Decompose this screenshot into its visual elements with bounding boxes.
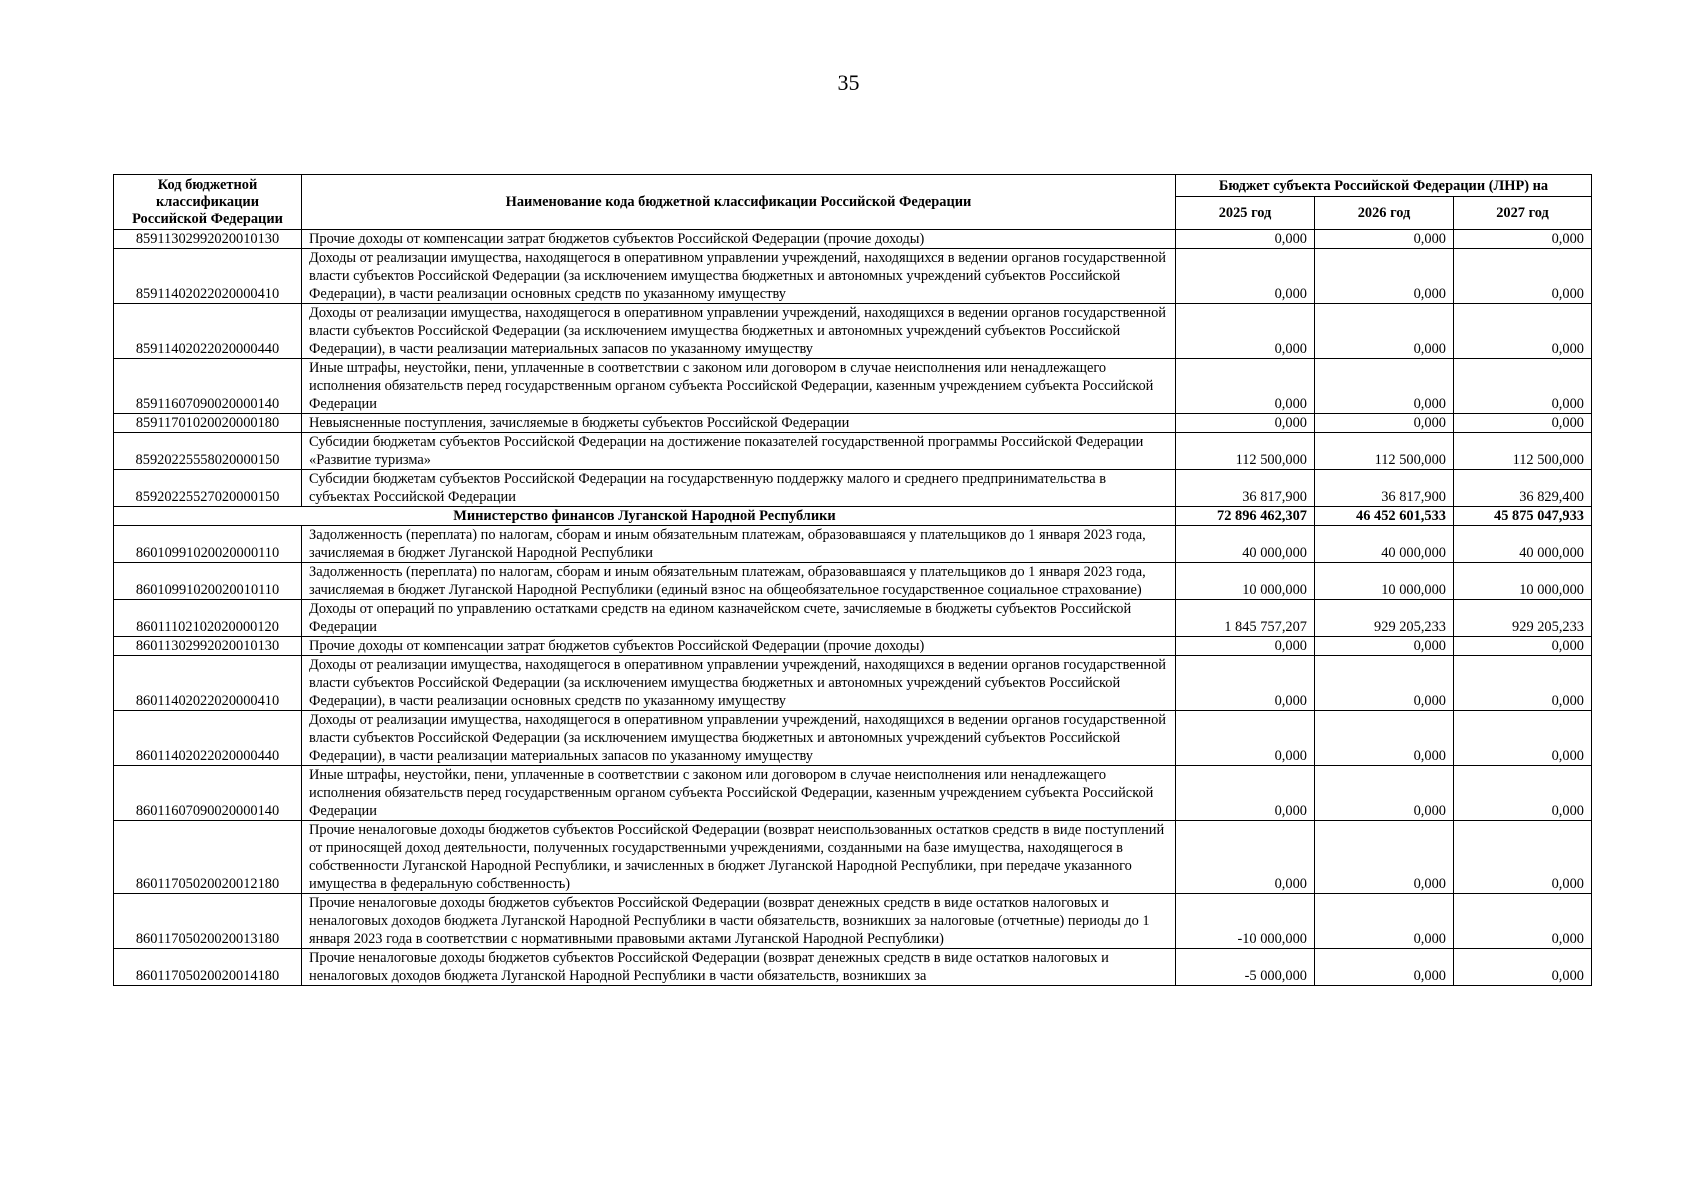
header-code: Код бюджетной классификации Российской Федерации xyxy=(114,175,302,230)
row-value-2025: 0,000 xyxy=(1176,359,1315,414)
table-row xyxy=(114,359,1592,414)
row-value-2025: 112 500,000 xyxy=(1176,433,1315,470)
row-name: Задолженность (переплата) по налогам, сборам и иным обязательным платежам, образовавшаяся у плательщиков до 1 января 2023 года, зачисляемая в бюджет Луганской Народной Республики xyxy=(302,526,1176,563)
header-name: Наименование кода бюджетной классификации Российской Федерации xyxy=(302,175,1176,230)
row-value-2025: 40 000,000 xyxy=(1176,526,1315,563)
row-value-2027: 36 829,400 xyxy=(1454,470,1592,507)
header-budget: Бюджет субъекта Российской Федерации (ЛНР) на xyxy=(1176,175,1592,197)
table-row xyxy=(114,949,1592,986)
row-code: 86011705020020014180 xyxy=(114,949,302,986)
row-value-2027: 0,000 xyxy=(1454,249,1592,304)
row-name: Прочие доходы от компенсации затрат бюджетов субъектов Российской Федерации (прочие доходы) xyxy=(302,230,1176,249)
page-number: 35 xyxy=(837,70,860,95)
row-name: Прочие неналоговые доходы бюджетов субъектов Российской Федерации (возврат денежных средств в виде остатков налоговых и неналоговых доходов бюджета Луганской Народной Республики в части обязательств, возникших за xyxy=(302,949,1176,986)
row-value-2027: 0,000 xyxy=(1454,656,1592,711)
table-row xyxy=(114,766,1592,821)
row-value-2027: 10 000,000 xyxy=(1454,563,1592,600)
row-value-2026: 36 817,900 xyxy=(1315,470,1454,507)
section-title: Министерство финансов Луганской Народной Республики xyxy=(114,507,1176,526)
row-name: Иные штрафы, неустойки, пени, уплаченные в соответствии с законом или договором в случае неисполнения или ненадлежащего исполнения обязательств перед государственным органом субъекта Российской Федерации, казенным учреждением субъекта Российской Федерации xyxy=(302,766,1176,821)
row-value-2026: 0,000 xyxy=(1315,414,1454,433)
table-row xyxy=(114,249,1592,304)
row-value-2025: 10 000,000 xyxy=(1176,563,1315,600)
row-name: Доходы от операций по управлению остатками средств на едином казначейском счете, зачисляемые в бюджеты субъектов Российской Федерации xyxy=(302,600,1176,637)
row-value-2026: 0,000 xyxy=(1315,821,1454,894)
row-code: 86011402022020000410 xyxy=(114,656,302,711)
row-code: 86010991020020000110 xyxy=(114,526,302,563)
row-value-2025: 0,000 xyxy=(1176,249,1315,304)
row-value-2027: 0,000 xyxy=(1454,304,1592,359)
row-code: 85911402022020000410 xyxy=(114,249,302,304)
row-value-2025: 0,000 xyxy=(1176,766,1315,821)
row-value-2026: 40 000,000 xyxy=(1315,526,1454,563)
table-row xyxy=(114,304,1592,359)
row-name: Прочие доходы от компенсации затрат бюджетов субъектов Российской Федерации (прочие доходы) xyxy=(302,637,1176,656)
row-value-2026: 929 205,233 xyxy=(1315,600,1454,637)
row-code: 86011705020020012180 xyxy=(114,821,302,894)
table-row xyxy=(114,526,1592,563)
row-value-2026: 10 000,000 xyxy=(1315,563,1454,600)
row-value-2027: 40 000,000 xyxy=(1454,526,1592,563)
row-value-2026: 0,000 xyxy=(1315,656,1454,711)
section-total-2025: 72 896 462,307 xyxy=(1176,507,1315,526)
row-value-2025: 0,000 xyxy=(1176,304,1315,359)
row-value-2025: 0,000 xyxy=(1176,711,1315,766)
row-value-2027: 0,000 xyxy=(1454,359,1592,414)
row-value-2025: 0,000 xyxy=(1176,637,1315,656)
budget-table xyxy=(113,174,1592,986)
header-year-2027: 2027 год xyxy=(1454,197,1592,230)
row-code: 85920225527020000150 xyxy=(114,470,302,507)
table-row xyxy=(114,821,1592,894)
row-value-2027: 0,000 xyxy=(1454,711,1592,766)
row-value-2026: 0,000 xyxy=(1315,359,1454,414)
row-value-2025: 0,000 xyxy=(1176,414,1315,433)
row-value-2025: 36 817,900 xyxy=(1176,470,1315,507)
row-code: 85911302992020010130 xyxy=(114,230,302,249)
row-code: 85911701020020000180 xyxy=(114,414,302,433)
row-code: 86010991020020010110 xyxy=(114,563,302,600)
row-name: Доходы от реализации имущества, находящегося в оперативном управлении учреждений, находящихся в ведении органов государственной власти субъектов Российской Федерации (за исключением имущества бюджетных и автономных учреждений субъектов Российской Федерации), в части реализации материальных запасов по указанному имуществу xyxy=(302,304,1176,359)
row-value-2027: 0,000 xyxy=(1454,637,1592,656)
row-value-2027: 0,000 xyxy=(1454,414,1592,433)
table-row xyxy=(114,711,1592,766)
row-value-2027: 112 500,000 xyxy=(1454,433,1592,470)
header-year-2026: 2026 год xyxy=(1315,197,1454,230)
row-value-2026: 0,000 xyxy=(1315,637,1454,656)
row-value-2025: -10 000,000 xyxy=(1176,894,1315,949)
row-name: Доходы от реализации имущества, находящегося в оперативном управлении учреждений, находящихся в ведении органов государственной власти субъектов Российской Федерации (за исключением имущества бюджетных и автономных учреждений субъектов Российской Федерации), в части реализации основных средств по указанному имуществу xyxy=(302,249,1176,304)
row-value-2027: 0,000 xyxy=(1454,766,1592,821)
row-code: 86011402022020000440 xyxy=(114,711,302,766)
row-value-2026: 0,000 xyxy=(1315,949,1454,986)
row-value-2025: -5 000,000 xyxy=(1176,949,1315,986)
row-value-2026: 0,000 xyxy=(1315,711,1454,766)
row-value-2026: 0,000 xyxy=(1315,304,1454,359)
row-code: 86011302992020010130 xyxy=(114,637,302,656)
row-value-2027: 0,000 xyxy=(1454,821,1592,894)
row-name: Доходы от реализации имущества, находящегося в оперативном управлении учреждений, находящихся в ведении органов государственной власти субъектов Российской Федерации (за исключением имущества бюджетных и автономных учреждений субъектов Российской Федерации), в части реализации основных средств по указанному имуществу xyxy=(302,656,1176,711)
section-total-2026: 46 452 601,533 xyxy=(1315,507,1454,526)
row-value-2025: 0,000 xyxy=(1176,656,1315,711)
row-code: 85911402022020000440 xyxy=(114,304,302,359)
row-name: Прочие неналоговые доходы бюджетов субъектов Российской Федерации (возврат неиспользованных остатков средств в виде поступлений от приносящей доход деятельности, полученных государственными учреждениями, созданными на базе имущества, находящегося в собственности Луганской Народной Республики, и зачисленных в бюджет Луганской Народной Республики, при передаче указанного имущества в федеральную собственность) xyxy=(302,821,1176,894)
table-row xyxy=(114,894,1592,949)
row-value-2027: 0,000 xyxy=(1454,230,1592,249)
table-row xyxy=(114,470,1592,507)
row-name: Доходы от реализации имущества, находящегося в оперативном управлении учреждений, находящихся в ведении органов государственной власти субъектов Российской Федерации (за исключением имущества бюджетных и автономных учреждений субъектов Российской Федерации), в части реализации материальных запасов по указанному имуществу xyxy=(302,711,1176,766)
table-row xyxy=(114,656,1592,711)
row-value-2025: 0,000 xyxy=(1176,821,1315,894)
table-row xyxy=(114,563,1592,600)
row-name: Иные штрафы, неустойки, пени, уплаченные в соответствии с законом или договором в случае неисполнения или ненадлежащего исполнения обязательств перед государственным органом субъекта Российской Федерации, казенным учреждением субъекта Российской Федерации xyxy=(302,359,1176,414)
row-value-2026: 0,000 xyxy=(1315,230,1454,249)
row-name: Невыясненные поступления, зачисляемые в бюджеты субъектов Российской Федерации xyxy=(302,414,1176,433)
row-value-2027: 0,000 xyxy=(1454,894,1592,949)
row-value-2027: 929 205,233 xyxy=(1454,600,1592,637)
row-value-2027: 0,000 xyxy=(1454,949,1592,986)
row-value-2025: 1 845 757,207 xyxy=(1176,600,1315,637)
section-row xyxy=(114,507,1592,526)
row-value-2026: 112 500,000 xyxy=(1315,433,1454,470)
row-code: 86011705020020013180 xyxy=(114,894,302,949)
row-code: 86011607090020000140 xyxy=(114,766,302,821)
row-value-2026: 0,000 xyxy=(1315,894,1454,949)
row-name: Субсидии бюджетам субъектов Российской Федерации на достижение показателей государственной программы Российской Федерации «Развитие туризма» xyxy=(302,433,1176,470)
table-row xyxy=(114,230,1592,249)
header-year-2025: 2025 год xyxy=(1176,197,1315,230)
row-code: 86011102102020000120 xyxy=(114,600,302,637)
table-row xyxy=(114,414,1592,433)
row-name: Субсидии бюджетам субъектов Российской Федерации на государственную поддержку малого и среднего предпринимательства в субъектах Российской Федерации xyxy=(302,470,1176,507)
row-value-2025: 0,000 xyxy=(1176,230,1315,249)
table-row xyxy=(114,600,1592,637)
table-row xyxy=(114,637,1592,656)
row-value-2026: 0,000 xyxy=(1315,249,1454,304)
section-total-2027: 45 875 047,933 xyxy=(1454,507,1592,526)
row-value-2026: 0,000 xyxy=(1315,766,1454,821)
row-name: Прочие неналоговые доходы бюджетов субъектов Российской Федерации (возврат денежных средств в виде остатков налоговых и неналоговых доходов бюджета Луганской Народной Республики в части обязательств, возникших за налоговые (отчетные) периоды до 1 января 2023 года в соответствии с нормативными правовыми актами Луганской Народной Республики) xyxy=(302,894,1176,949)
table-row xyxy=(114,433,1592,470)
row-code: 85911607090020000140 xyxy=(114,359,302,414)
row-code: 85920225558020000150 xyxy=(114,433,302,470)
row-name: Задолженность (переплата) по налогам, сборам и иным обязательным платежам, образовавшаяся у плательщиков до 1 января 2023 года, зачисляемая в бюджет Луганской Народной Республики (единый взнос на общеобязательное государственное социальное страхование) xyxy=(302,563,1176,600)
